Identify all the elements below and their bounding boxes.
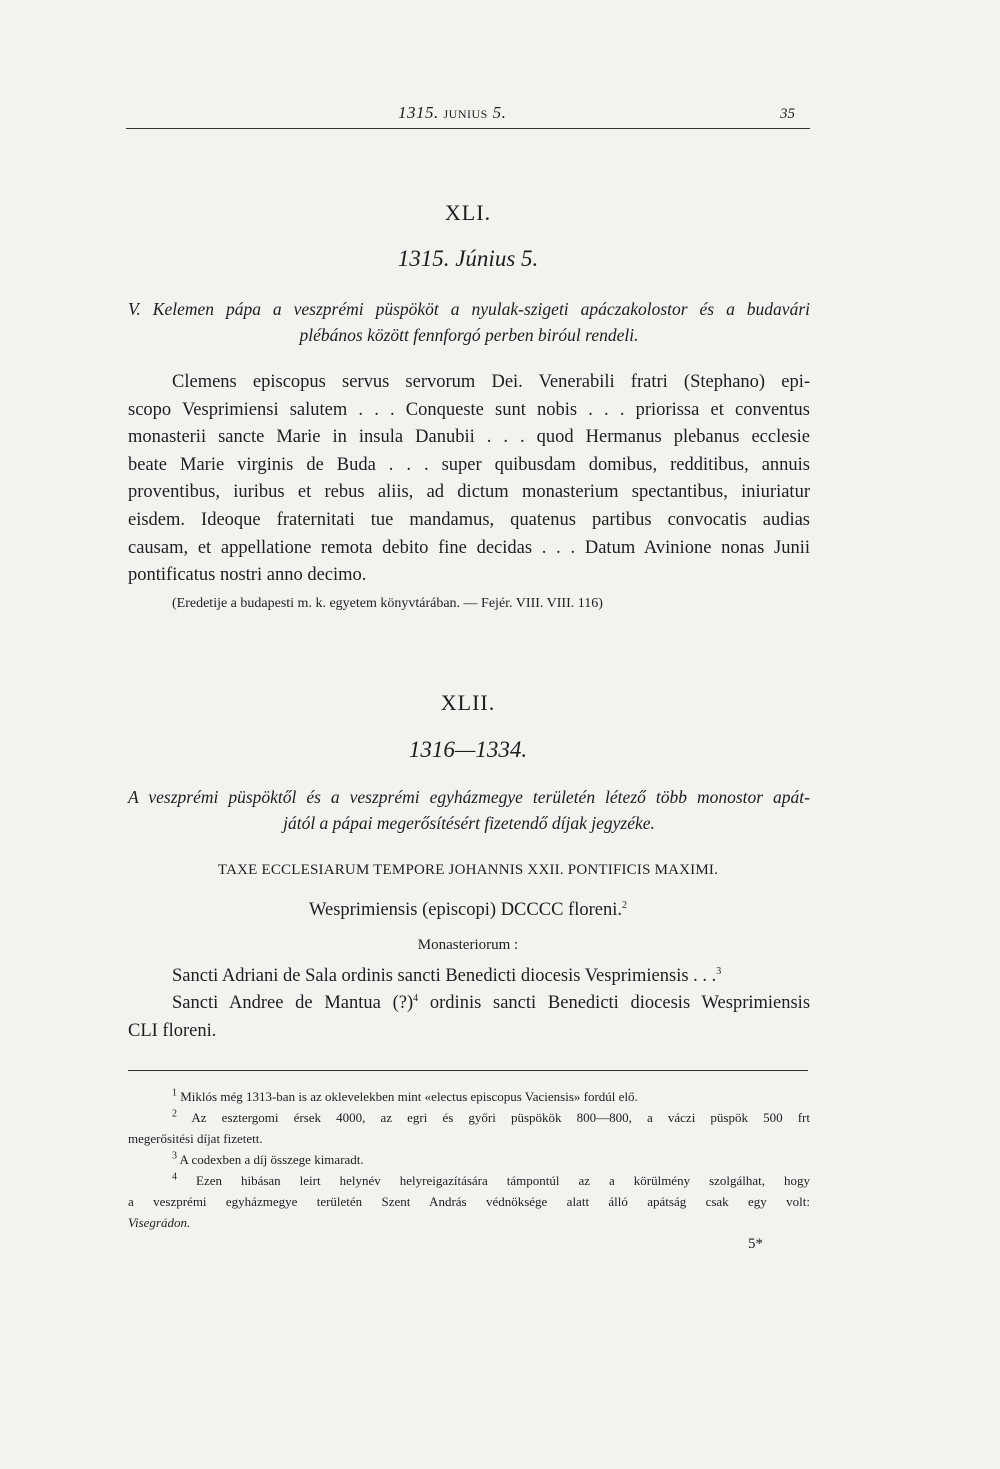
- running-title: [398, 103, 506, 123]
- monastery-2-rest: ordinis sancti Benedicti diocesis Wesprimiensis: [429, 993, 811, 1013]
- footnote-mark: 2: [172, 1108, 177, 1120]
- footnote-mark: 1: [172, 1087, 177, 1099]
- footnote-2: [128, 1107, 810, 1128]
- doc1-text-line: causam, et appellatione remota debito fine decidas . . . Datum Avinione nonas Junii: [128, 537, 810, 558]
- footnote-3: [128, 1149, 810, 1170]
- doc2-summary-line-1: A veszprémi püspöktől és a veszprémi egyházmegye területén létező több monostor apát-: [128, 787, 810, 807]
- footnotes: [128, 1086, 810, 1233]
- doc2-summary-line-2: jától a pápai megerősítésért fizetendő díjak jegyzéke.: [283, 813, 655, 833]
- doc1-text-line: eisdem. Ideoque fraternitati tue mandamus, quatenus partibus convocatis audias: [128, 509, 810, 530]
- running-title-month: JUNIUS: [443, 107, 488, 121]
- footnote-2-cont: megerősitési díjat fizetett.: [128, 1131, 263, 1146]
- monastery-2-line-1: [172, 993, 810, 1014]
- doc1-source-note: (Eredetije a budapesti m. k. egyetem könyvtárában. — Fejér. VIII. VIII. 116): [172, 596, 603, 611]
- doc1-text-line: monasterii sancte Marie in insula Danubii . . . quod Hermanus plebanus ecclesie: [128, 427, 810, 448]
- footnote-mark: 4: [172, 1171, 177, 1183]
- bishop-line: [126, 900, 810, 921]
- footnote-1: [128, 1086, 810, 1107]
- doc2-date: 1316—1334.: [408, 737, 528, 762]
- footnote-rule: [128, 1070, 808, 1071]
- doc1-summary: [128, 296, 810, 348]
- doc1-number: XLI.: [444, 200, 492, 225]
- footnote-4: [128, 1170, 810, 1191]
- footnote-text: Miklós még 1313-ban is az oklevelekben mint «electus episcopus Vaciensis» fordúl elő.: [180, 1089, 638, 1104]
- footnote-ref: 3: [716, 965, 722, 977]
- doc1-text-line: proventibus, iuribus et rebus aliis, ad dictum monasterium spectantibus, iniuriatur: [128, 482, 810, 503]
- doc1-summary-line-2: plébános között fennforgó perben biróul rendeli.: [299, 325, 639, 345]
- footnote-text: A codexben a díj összege kimaradt.: [179, 1152, 364, 1167]
- monastery-2-line-2: CLI floreni.: [128, 1021, 217, 1041]
- footnote-text: Ezen hibásan leirt helynév helyreigazítására támpontúl az a körülmény szolgálhat, hogy: [196, 1173, 811, 1188]
- doc1-text-line: pontificatus nostri anno decimo.: [128, 565, 367, 586]
- doc1-text-line: Clemens episcopus servus servorum Dei. Venerabili fratri (Stephano) epi-: [172, 372, 810, 392]
- doc2-summary: [128, 784, 810, 836]
- footnote-mark: 3: [172, 1150, 177, 1162]
- doc1-text-line: scopo Vesprimiensi salutem . . . Conqueste sunt nobis . . . priorissa et conventus: [128, 399, 810, 420]
- footnote-text: Az esztergomi érsek 4000, az egri és győri püspökök 800—800, a váczi püspök 500 frt: [191, 1110, 810, 1125]
- monastery-1-text: Sancti Adriani de Sala ordinis sancti Benedicti diocesis Vesprimiensis . . .: [172, 966, 717, 986]
- footnote-ref: 4: [413, 992, 419, 1004]
- footnote-4-cont: a veszprémi egyházmegye területén Szent András védnöksége alatt álló apátság csak egy volt:: [128, 1194, 810, 1209]
- footnote-4-cont: Visegrádon.: [128, 1215, 191, 1230]
- running-title-year: 1315.: [398, 103, 439, 122]
- page-number: 35: [780, 106, 795, 122]
- monastery-1: [172, 966, 721, 987]
- monastery-2-name: Sancti Andree de Mantua (?): [172, 993, 414, 1013]
- doc1-text-line: beate Marie virginis de Buda . . . super quibusdam domibus, redditibus, annuis: [128, 454, 810, 475]
- doc2-number: XLII.: [440, 690, 496, 715]
- doc1-date: 1315. Június 5.: [397, 246, 539, 271]
- doc1-summary-line-1: V. Kelemen pápa a veszprémi püspököt a nyulak-szigeti apáczakolostor és a budavári: [128, 299, 810, 319]
- doc1-text: [128, 369, 810, 590]
- header-rule: [126, 128, 810, 129]
- monasteries-label: Monasteriorum :: [417, 937, 519, 953]
- signature-mark: 5*: [748, 1236, 763, 1252]
- bishop-line-text: Wesprimiensis (episcopi) DCCCC floreni.: [309, 900, 622, 920]
- taxe-heading: TAXE ECCLESIARUM TEMPORE JOHANNIS XXII. PONTIFICIS MAXIMI.: [217, 862, 719, 878]
- footnote-ref: 2: [621, 899, 627, 911]
- running-title-day: 5.: [492, 103, 507, 122]
